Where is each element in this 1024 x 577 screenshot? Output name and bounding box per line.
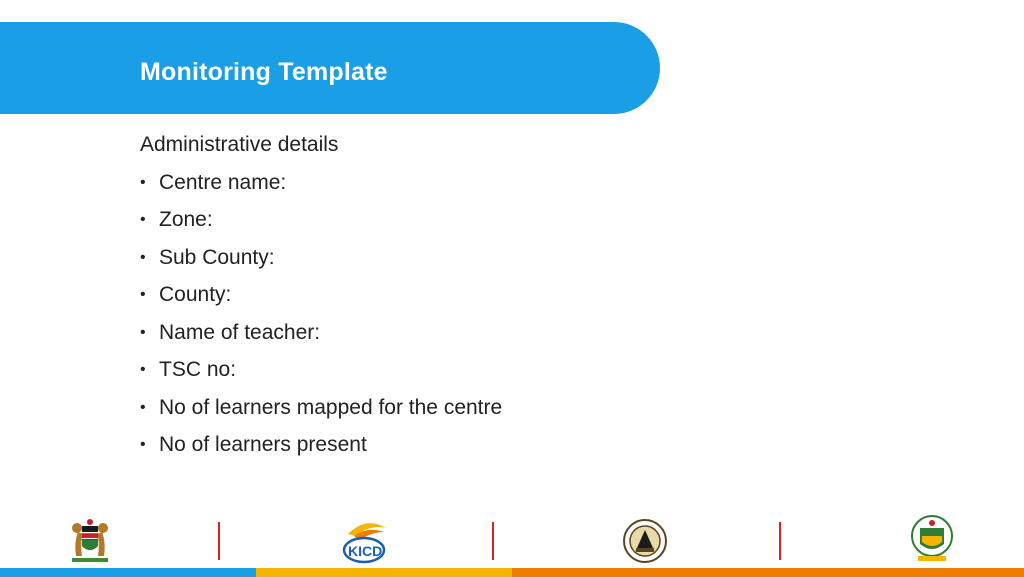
detail-list — [140, 168, 700, 461]
footer-divider — [779, 522, 781, 560]
bullet-icon: • — [140, 211, 146, 228]
list-item-label: Zone: — [159, 208, 213, 231]
footer-color-bar — [0, 568, 1024, 577]
bullet-icon: • — [140, 286, 146, 303]
county-crest-icon — [908, 512, 956, 564]
content-area — [140, 130, 700, 468]
list-item — [140, 355, 700, 385]
list-item — [140, 243, 700, 273]
list-item — [140, 168, 700, 198]
list-item-label: TSC no: — [159, 358, 237, 381]
list-item — [140, 280, 700, 310]
bullet-icon: • — [140, 398, 146, 416]
footer-bar-yellow — [256, 568, 512, 577]
list-item — [140, 430, 700, 460]
list-item-label: No of learners mapped for the centre — [159, 395, 503, 419]
svg-text:KICD: KICD — [348, 543, 383, 559]
bullet-icon: • — [140, 173, 146, 191]
bullet-icon: • — [140, 361, 146, 378]
kicd-logo-icon — [342, 518, 390, 564]
footer-divider — [218, 522, 220, 560]
footer-bar-orange — [512, 568, 1024, 577]
list-item — [140, 318, 700, 348]
list-item-label: No of learners present — [159, 433, 367, 456]
bullet-icon: • — [140, 323, 146, 341]
list-item-label: Name of teacher: — [159, 320, 321, 344]
footer-divider — [492, 522, 494, 560]
footer-bar-blue — [0, 568, 256, 577]
footer-logos — [0, 512, 1024, 567]
kenya-coat-of-arms-icon — [64, 512, 116, 564]
bullet-icon: • — [140, 436, 146, 453]
list-item — [140, 393, 700, 423]
list-item-label: Centre name: — [159, 170, 287, 194]
school-crest-icon — [622, 518, 668, 564]
section-heading: Administrative details — [140, 133, 339, 156]
list-item-label: County: — [159, 283, 232, 306]
list-item-label: Sub County: — [159, 245, 275, 269]
bullet-icon: • — [140, 248, 146, 266]
list-item — [140, 205, 700, 235]
page-title: Monitoring Template — [140, 58, 388, 86]
